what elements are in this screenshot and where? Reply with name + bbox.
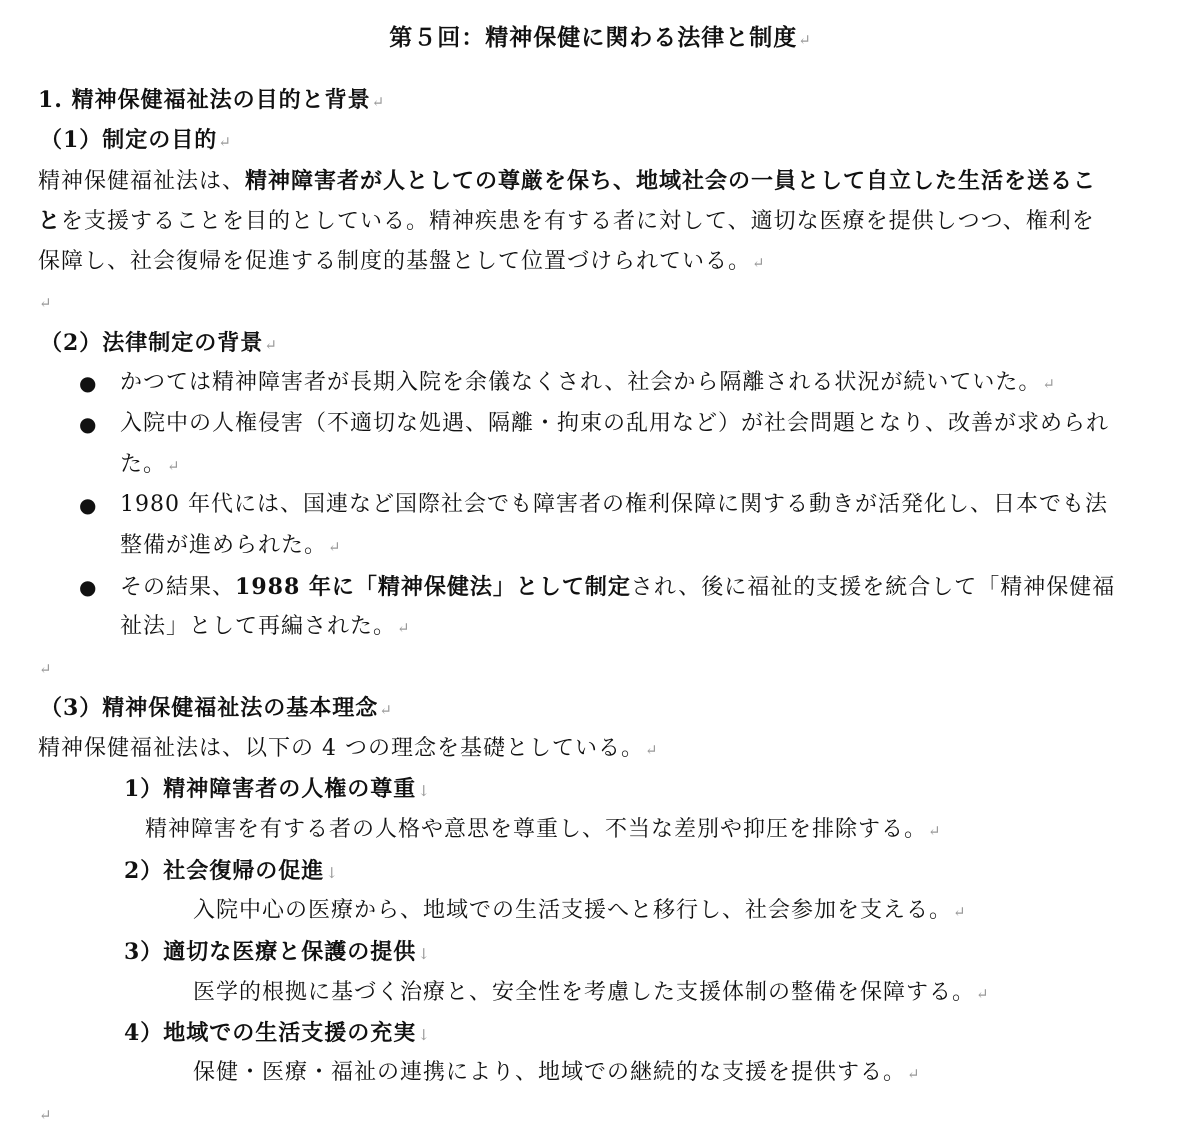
subsection-heading-background: （2）法律制定の背景↵: [40, 330, 277, 356]
bullet-icon: ●: [79, 575, 97, 599]
paragraph-mark: ↵: [645, 741, 658, 759]
empty-paragraph: [38, 653, 52, 684]
empty-paragraph: [38, 1099, 52, 1130]
paragraph-mark: ↵: [167, 457, 180, 475]
paragraph-mark: ↵: [264, 336, 277, 354]
principle-title: 4）地域での生活支援の充実↓: [124, 1020, 430, 1046]
paragraph-mark: ↵: [928, 822, 941, 840]
page-title: 第５回：精神保健に関わる法律と制度↵: [389, 24, 811, 51]
bullet-icon: ●: [79, 412, 97, 436]
section-heading: 1. 精神保健福祉法の目的と背景↵: [38, 87, 385, 113]
purpose-paragraph-line: 保障し、社会復帰を促進する制度的基盤として位置づけられている。↵: [38, 249, 765, 274]
paragraph-mark: ↵: [218, 133, 231, 151]
paragraph-mark: ↵: [976, 985, 989, 1003]
paragraph-mark: ↵: [379, 701, 392, 719]
paragraph-mark: ↵: [371, 93, 385, 111]
purpose-paragraph-line: とを支援することを目的としている。精神疾患を有する者に対して、適切な医療を提供しつつ、権利を: [38, 208, 1095, 234]
paragraph-mark: ↵: [798, 31, 811, 49]
bullet-icon: ●: [79, 493, 97, 517]
line-break-mark: ↓: [417, 1026, 430, 1044]
list-item: その結果、1988 年に「精神保健法」として制定され、後に福祉的支援を統合して「精神保健福: [120, 574, 1116, 600]
principles-intro: 精神保健福祉法は、以下の 4 つの理念を基礎としている。↵: [38, 736, 658, 761]
list-item-continuation: た。↵: [120, 452, 180, 477]
purpose-paragraph-line: 精神保健福祉法は、精神障害者が人としての尊厳を保ち、地域社会の一員として自立した生活を送るこ: [38, 168, 1097, 194]
line-break-mark: ↓: [417, 945, 430, 963]
paragraph-mark: ↵: [752, 254, 765, 272]
paragraph-mark: ↵: [907, 1065, 920, 1083]
principle-description: 精神障害を有する者の人格や意思を尊重し、不当な差別や抑圧を排除する。↵: [145, 817, 941, 842]
paragraph-mark: ↵: [397, 619, 410, 637]
line-break-mark: ↓: [325, 864, 338, 882]
line-break-mark: ↓: [417, 782, 430, 800]
principle-title: 2）社会復帰の促進↓: [124, 858, 338, 884]
principle-title: 3）適切な医療と保護の提供↓: [124, 939, 430, 965]
paragraph-mark: ↵: [39, 660, 52, 678]
principle-title: 1）精神障害者の人権の尊重↓: [124, 776, 430, 802]
list-item: 入院中の人権侵害（不適切な処遇、隔離・拘束の乱用など）が社会問題となり、改善が求められ: [120, 411, 1110, 436]
bullet-icon: ●: [79, 371, 97, 395]
subsection-heading-purpose: （1）制定の目的↵: [40, 127, 231, 153]
paragraph-mark: ↵: [1042, 375, 1055, 393]
paragraph-mark: ↵: [39, 1106, 52, 1124]
list-item-continuation: 祉法」として再編された。↵: [120, 614, 410, 639]
paragraph-mark: ↵: [328, 538, 341, 556]
paragraph-mark: ↵: [39, 294, 52, 312]
principle-description: 医学的根拠に基づく治療と、安全性を考慮した支援体制の整備を保障する。↵: [193, 980, 989, 1005]
list-item: かつては精神障害者が長期入院を余儀なくされ、社会から隔離される状況が続いていた。↵: [120, 370, 1055, 395]
list-item-continuation: 整備が進められた。↵: [120, 533, 341, 558]
list-item: 1980 年代には、国連など国際社会でも障害者の権利保障に関する動きが活発化し、日本でも法: [120, 492, 1108, 517]
subsection-heading-principles: （3）精神保健福祉法の基本理念↵: [40, 695, 392, 721]
principle-description: 入院中心の医療から、地域での生活支援へと移行し、社会参加を支える。↵: [193, 898, 966, 923]
empty-paragraph: [38, 287, 52, 318]
paragraph-mark: ↵: [953, 903, 966, 921]
principle-description: 保健・医療・福祉の連携により、地域での継続的な支援を提供する。↵: [193, 1060, 920, 1085]
